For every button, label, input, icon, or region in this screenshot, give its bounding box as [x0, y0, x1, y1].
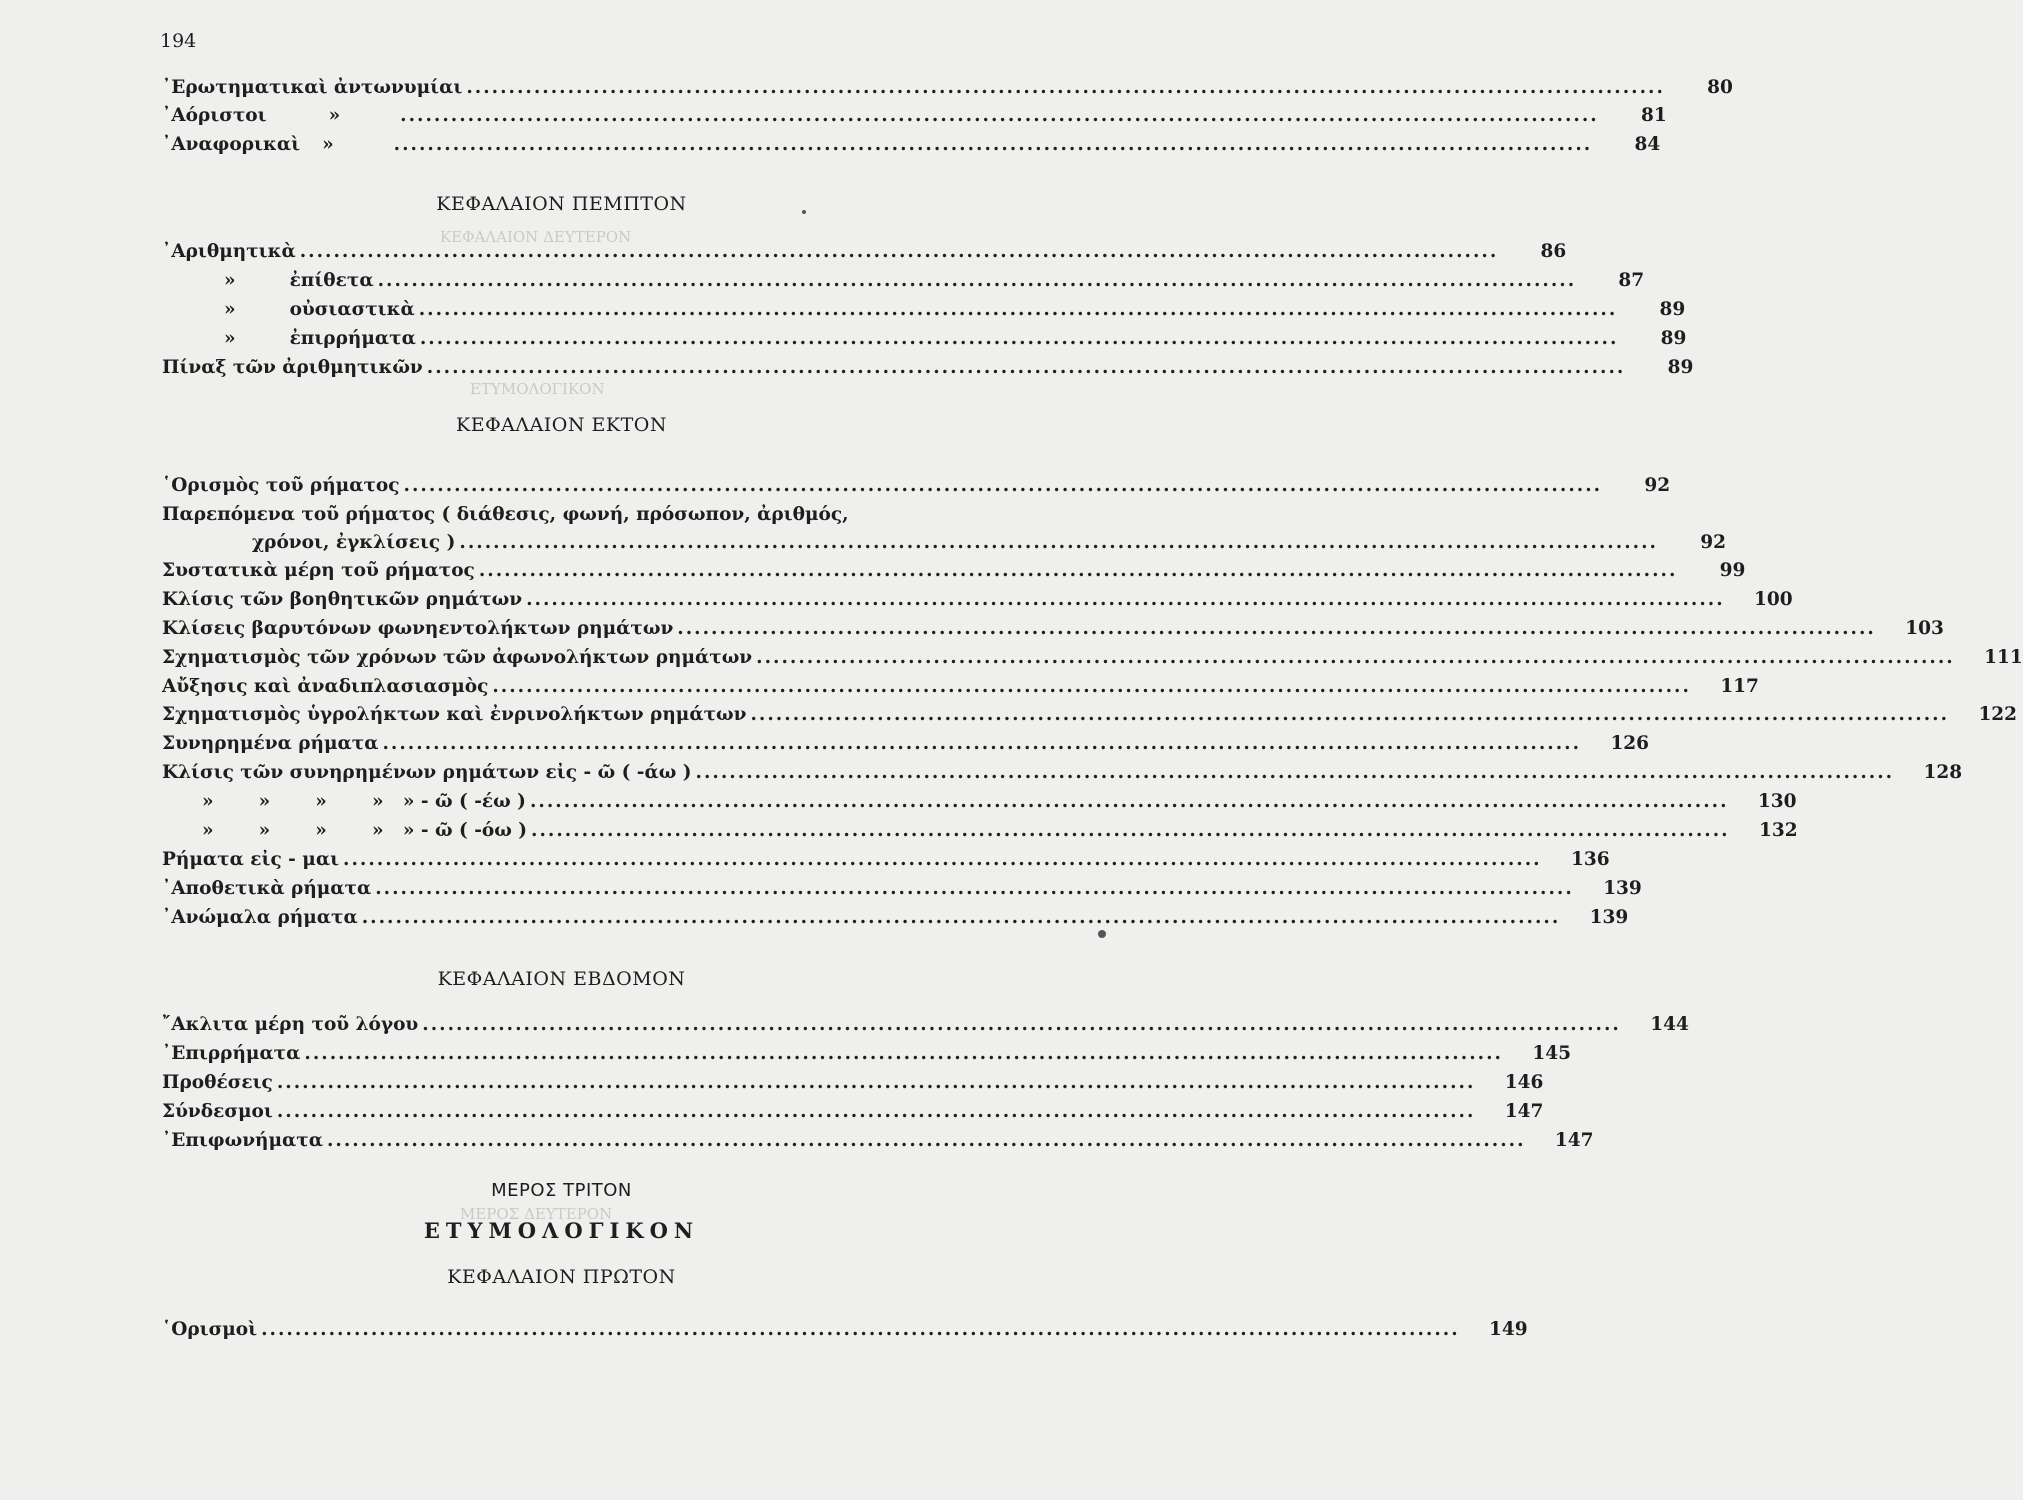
- entry-page: 81: [1640, 105, 1667, 126]
- entry-title: Κλίσις τῶν βοηθητικῶν ρημάτων: [162, 589, 523, 610]
- entry-title: Σύνδεσμοι: [162, 1101, 273, 1122]
- dot-leader: ..............................................................................................................................................: [422, 1014, 1621, 1035]
- dot-leader: ..............................................................................................................................................: [418, 299, 1618, 320]
- dot-leader: ..............................................................................................................................................: [276, 1101, 1476, 1122]
- toc-entry: [162, 846, 1610, 874]
- entry-title: ᾽Επιρρήματα: [162, 1043, 301, 1064]
- entry-title: Προθέσεις: [162, 1072, 273, 1093]
- toc-entry: [162, 557, 1746, 585]
- dot-leader: ..............................................................................................................................................: [304, 1043, 1503, 1064]
- toc-entry: [162, 472, 1671, 500]
- entry-page: 145: [1532, 1043, 1571, 1064]
- entry-page: 139: [1603, 878, 1642, 899]
- ditto-marks: » » » » » - ῶ ( -έω ): [202, 791, 526, 812]
- ditto-mark: »: [322, 134, 334, 155]
- bleed-through-text: ΚΕΦΑΛΑΙΟΝ ΔΕΥΤΕΡΟΝ: [440, 228, 632, 246]
- toc-entry: [162, 131, 1661, 159]
- ditto-mark: »: [224, 299, 236, 320]
- entry-title: ἐπίθετα: [289, 270, 374, 291]
- dot-leader: ..............................................................................................................................................: [377, 270, 1577, 291]
- toc-entry: [162, 1040, 1571, 1068]
- entry-page: 86: [1540, 241, 1567, 262]
- entry-page: 149: [1489, 1319, 1528, 1340]
- dot-leader: ..............................................................................................................................................: [526, 589, 1725, 610]
- entry-page: 103: [1905, 618, 1944, 639]
- entry-page: 100: [1754, 589, 1793, 610]
- toc-entry: [162, 102, 1667, 130]
- dot-leader: ..............................................................................................................................................: [299, 241, 1499, 262]
- dot-leader: ..............................................................................................................................................: [695, 762, 1895, 783]
- entry-page: 139: [1589, 907, 1629, 928]
- toc-entry: [162, 296, 1686, 324]
- entry-title: Ρήματα εἰς - μαι: [162, 849, 340, 870]
- dot-leader: ..............................................................................................................................................: [459, 532, 1658, 553]
- dot-leader: ..............................................................................................................................................: [426, 357, 1626, 378]
- toc-entry: [162, 238, 1567, 266]
- dot-leader: ..............................................................................................................................................: [361, 907, 1561, 928]
- entry-page: 89: [1659, 299, 1686, 320]
- ditto-mark: »: [224, 328, 236, 349]
- entry-title: ἐπιρρήματα: [289, 328, 416, 349]
- entry-page: 111: [1984, 647, 2023, 668]
- entry-title: Κλίσεις βαρυτόνων φωνηεντολήκτων ρημάτων: [162, 618, 674, 639]
- ditto-mark: »: [328, 105, 341, 126]
- toc-entry: [162, 875, 1642, 903]
- bleed-through-text: ΕΤΥΜΟΛΟΓΙΚΟΝ: [470, 380, 605, 398]
- toc-entry: [162, 673, 1759, 701]
- dot-leader: ..............................................................................................................................................: [750, 704, 1950, 725]
- entry-title: ᾽Επιφωνήματα: [162, 1130, 323, 1151]
- ditto-mark: »: [224, 270, 236, 291]
- dot-leader: ..............................................................................................................................................: [531, 820, 1730, 841]
- toc-entry: [162, 267, 1645, 295]
- entry-title: ᾽Αριθμητικὰ: [162, 241, 296, 262]
- entry-title: ῾Ορισμὸς τοῦ ρήματος: [162, 475, 400, 496]
- entry-page: 84: [1634, 134, 1661, 155]
- entry-title: ᾽Ερωτηματικαὶ ἀντωνυμίαι: [162, 77, 463, 98]
- dot-leader: ..............................................................................................................................................: [400, 105, 1599, 126]
- toc-entry: [162, 1316, 1528, 1344]
- dot-leader: ..............................................................................................................................................: [466, 77, 1665, 98]
- entry-title: Συστατικὰ μέρη τοῦ ρήματος: [162, 560, 475, 581]
- dot-leader: ..............................................................................................................................................: [492, 676, 1691, 697]
- entry-title: ῾Ορισμοὶ: [162, 1319, 258, 1340]
- toc-entry: [162, 904, 1629, 932]
- entry-title: Αὔξησις καὶ ἀναδιπλασιασμὸς: [162, 676, 489, 697]
- entry-page: 130: [1757, 791, 1797, 812]
- entry-title: Συνηρημένα ρήματα: [162, 733, 379, 754]
- entry-page: 87: [1618, 270, 1645, 291]
- entry-title-line2: χρόνοι, ἐγκλίσεις ): [252, 532, 456, 553]
- scan-speck: [802, 210, 806, 214]
- dot-leader: ..............................................................................................................................................: [382, 733, 1582, 754]
- dot-leader: ..............................................................................................................................................: [326, 1130, 1526, 1151]
- entry-title: ᾽Αόριστοι: [162, 105, 267, 126]
- dot-leader: ..............................................................................................................................................: [375, 878, 1574, 899]
- toc-entry: [162, 354, 1694, 382]
- dot-leader: ..............................................................................................................................................: [403, 475, 1603, 496]
- toc-entry: [162, 586, 1793, 614]
- entry-title: Κλίσις τῶν συνηρημένων ρημάτων εἰς - ῶ ( -άω ): [162, 762, 692, 783]
- section-heading: ΚΕΦΑΛΑΙΟΝ ΕΒΔΟΜΟΝ: [437, 968, 686, 990]
- toc-entry: [162, 701, 2018, 729]
- entry-page: 126: [1610, 733, 1650, 754]
- section-heading: ΚΕΦΑΛΑΙΟΝ ΠΡΩΤΟΝ: [447, 1266, 676, 1288]
- toc-entry: [162, 74, 1733, 102]
- section-heading: ΚΕΦΑΛΑΙΟΝ ΠΕΜΠΤΟΝ: [436, 193, 687, 215]
- entry-title: Σχηματισμὸς ὑγρολήκτων καὶ ἐνρινολήκτων ρημάτων: [162, 704, 747, 725]
- entry-title: οὐσιαστικὰ: [289, 299, 415, 320]
- toc-entry: [162, 759, 1963, 787]
- dot-leader: ..............................................................................................................................................: [261, 1319, 1460, 1340]
- entry-page: 92: [1700, 532, 1726, 553]
- entry-title-line1: Παρεπόμενα τοῦ ρήματος ( διάθεσις, φωνή, πρόσωπον, ἀριθμός,: [162, 504, 849, 525]
- dot-leader: ..............................................................................................................................................: [478, 560, 1678, 581]
- toc-entry: [162, 529, 1726, 557]
- part-heading: ΜΕΡΟΣ ΤΡΙΤΟΝ: [491, 1180, 632, 1201]
- toc-entry: [162, 730, 1650, 758]
- ditto-marks: » » » » » - ῶ ( -όω ): [202, 820, 528, 841]
- toc-entry: [162, 1127, 1594, 1155]
- entry-page: 89: [1667, 357, 1694, 378]
- toc-entry: [162, 1011, 1689, 1039]
- toc-entry: [162, 644, 2023, 672]
- dot-leader: ..............................................................................................................................................: [393, 134, 1593, 155]
- entry-page: 132: [1758, 820, 1798, 841]
- entry-page: 128: [1923, 762, 1963, 783]
- entry-page: 146: [1504, 1072, 1544, 1093]
- entry-page: 89: [1660, 328, 1687, 349]
- entry-page: 99: [1719, 560, 1746, 581]
- dot-leader: ..............................................................................................................................................: [343, 849, 1542, 870]
- dot-leader: ..............................................................................................................................................: [529, 791, 1729, 812]
- entry-title: ᾽Αποθετικὰ ρήματα: [162, 878, 372, 899]
- entry-title: ᾽Αναφορικαὶ: [162, 134, 301, 155]
- page-number: 194: [160, 30, 197, 52]
- bleed-through-text: ΜΕΡΟΣ ΔΕΥΤΕΡΟΝ: [460, 1205, 613, 1223]
- toc-entry: [162, 615, 1944, 643]
- entry-title: ῎Ακλιτα μέρη τοῦ λόγου: [162, 1014, 419, 1035]
- entry-page: 136: [1570, 849, 1610, 870]
- toc-entry: [162, 817, 1798, 845]
- entry-title: Σχηματισμὸς τῶν χρόνων τῶν ἀφωνολήκτων ρημάτων: [162, 647, 753, 668]
- entry-page: 122: [1978, 704, 2018, 725]
- scan-speck: [1098, 930, 1106, 938]
- entry-page: 117: [1720, 676, 1759, 697]
- dot-leader: ..............................................................................................................................................: [677, 618, 1876, 639]
- toc-entry: [162, 1069, 1544, 1097]
- entry-page: 92: [1644, 475, 1671, 496]
- dot-leader: ..............................................................................................................................................: [756, 647, 1955, 668]
- entry-page: 147: [1504, 1101, 1544, 1122]
- entry-page: 147: [1554, 1130, 1594, 1151]
- section-heading: ΚΕΦΑΛΑΙΟΝ ΕΚΤΟΝ: [456, 414, 667, 436]
- dot-leader: ..............................................................................................................................................: [276, 1072, 1476, 1093]
- toc-entry: [162, 788, 1797, 816]
- entry-title: ᾽Ανώμαλα ρήματα: [162, 907, 358, 928]
- toc-entry: [162, 1098, 1544, 1126]
- dot-leader: ..............................................................................................................................................: [419, 328, 1619, 349]
- toc-entry: [162, 325, 1687, 353]
- part-title: ΕΤΥΜΟΛΟΓΙΚΟΝ: [423, 1218, 700, 1243]
- entry-page: 144: [1650, 1014, 1689, 1035]
- entry-page: 80: [1707, 77, 1733, 98]
- entry-title: Πίναξ τῶν ἀριθμητικῶν: [162, 357, 423, 378]
